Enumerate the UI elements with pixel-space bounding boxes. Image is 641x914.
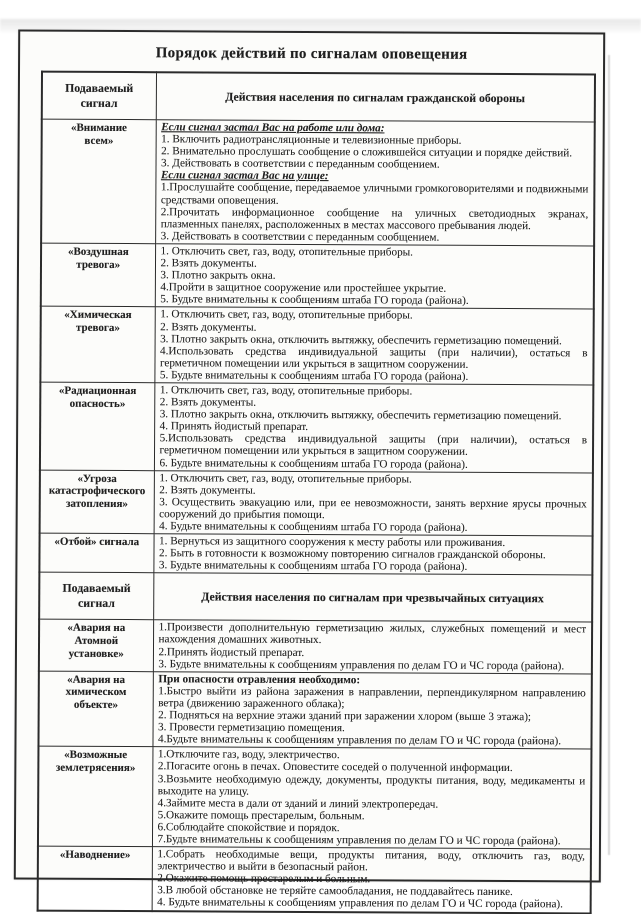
signal-line: Атомной — [74, 634, 119, 648]
action-line: 1. Отключить свет, газ, воду, отопительные приборы. — [159, 384, 413, 398]
action-line: 3. Осуществить эвакуацию или, при ее невозможности, занять верхние ярусы прочных сооружений до прибытия помощи. — [159, 496, 587, 521]
signal-line: «Воздушная — [67, 245, 129, 258]
signal-cell — [38, 746, 153, 846]
action-line: 6. Будьте внимательны к сообщениям штаба ГО города (района). — [159, 456, 468, 471]
action-line: 1. Отключить свет, газ, воду, отопительные приборы. — [160, 308, 413, 322]
signal-cell — [39, 533, 153, 573]
signal-line: «Авария на — [67, 622, 126, 635]
signal-row — [38, 846, 591, 913]
signal-line: «Возможные — [64, 749, 128, 762]
signal-row — [40, 470, 593, 536]
action-line: 4. Принять йодистый препарат. — [159, 420, 309, 434]
action-line: Если сигнал застал Вас на работе или дома: — [161, 121, 385, 135]
action-line: 3. Будьте внимательны к сообщениям управления по делам ГО и ЧС города (района). — [158, 657, 565, 672]
action-line: 1. Включить радиотрансляционные и телевизионные приборы. — [161, 133, 462, 147]
action-line: 3. Действовать в соответствии с переданным сообщением. — [160, 230, 440, 244]
actions-cell — [154, 470, 593, 536]
action-line: 1.Произвести дополнительную герметизацию жилых, служебных помещений и мест нахождения домашних животных. — [158, 621, 587, 647]
action-line: 2. Взять документы. — [159, 483, 256, 497]
signal-row — [41, 119, 595, 246]
actions-cell — [153, 534, 592, 576]
signal-line: «Наводнение» — [59, 848, 131, 862]
action-line: 1.Собрать необходимые вещи, продукты питания, воду, отключить газ, воду, электричество и выйти в безопасный район. — [157, 848, 585, 874]
action-line: 4. Будьте внимательны к сообщениям управления по делам ГО и ЧС города (района). — [157, 896, 563, 911]
signal-cell — [38, 671, 152, 747]
action-line: 4.Использовать средства индивидуальной защиты (при наличии), остаться в герметичном помещении или укрыться в защитном сооружении. — [159, 344, 588, 371]
signal-line: катастрофического — [48, 484, 146, 498]
header-signal-cell: Подаваемый сигнал — [42, 72, 156, 120]
actions-cell — [152, 671, 591, 749]
signal-line: затопления» — [65, 497, 128, 510]
actions-cell — [152, 747, 592, 849]
signal-line: химическом — [65, 686, 127, 699]
action-line: 2. Внимательно прослушать сообщение о сложившейся ситуации и порядке действий. — [161, 145, 573, 160]
page-border — [14, 29, 605, 911]
action-line: 2. Быть в готовности к возможному повторению сигналов гражданской обороны. — [158, 547, 546, 562]
action-line: 3. Действовать в соответствии с переданным сообщением. — [160, 157, 440, 171]
action-line: 1. Отключить свет, газ, воду, отопительные приборы. — [160, 245, 414, 259]
actions-cell — [155, 244, 594, 310]
header-actions-cell: Действия населения по сигналам гражданской обороны — [156, 72, 595, 122]
action-line: При опасности отравления необходимо: — [158, 672, 361, 687]
signal-cell — [40, 470, 154, 534]
action-line: 4.Пройти в защитное сооружение или простейшее укрытие. — [160, 281, 447, 295]
signal-line: объекте» — [73, 698, 119, 712]
action-line: 5. Будьте внимательны к сообщениям штаба ГО города (района). — [159, 369, 469, 383]
action-line: 1. Отключить свет, газ, воду, отопительные приборы. — [159, 471, 412, 486]
scan-artifact-right-line — [608, 55, 610, 855]
signal-line: «Радиационная — [58, 384, 137, 398]
action-line: 5.Использовать средства индивидуальной защиты (при наличии), остаться в герметичном помещении или укрыться в защитном сооружении. — [159, 432, 588, 459]
section-header-row — [42, 72, 595, 122]
actions-cell — [155, 120, 595, 246]
action-line: 1.Быстро выйти из района заражения в направлении, перпендикулярном направлению ветра (движению зараженного облака); — [158, 685, 586, 711]
signal-line: «Отбой» сигнала — [54, 535, 140, 549]
signal-row — [38, 746, 592, 849]
action-line: 4.Займите места в дали от зданий и линий электропередач. — [157, 796, 439, 811]
signal-line: «Химическая — [64, 309, 132, 322]
signal-cell — [40, 382, 154, 470]
action-line: 2.Принять йодистый препарат. — [158, 645, 305, 659]
action-line: 4. Будьте внимательны к сообщениям штаба ГО города (района). — [159, 520, 468, 534]
action-line: 3. Провести герметизацию помещения. — [158, 721, 345, 735]
action-line: 3. Плотно закрыть окна, отключить вытяжку, обеспечить герметизацию помещений. — [159, 408, 562, 423]
action-line: 6.Соблюдайте спокойствие и порядок. — [157, 821, 340, 835]
page-title: Порядок действий по сигналам оповещения — [155, 45, 468, 63]
signal-row — [39, 533, 592, 575]
signal-row — [40, 306, 593, 384]
signal-line: установке» — [68, 647, 124, 660]
action-line: 3.В любой обстановке не теряйте самообладания, не поддавайтесь панике. — [157, 884, 513, 899]
signal-row — [40, 382, 593, 473]
action-line: 2. Взять документы. — [159, 396, 257, 409]
section-header-row — [39, 572, 592, 622]
actions-cell — [152, 847, 591, 913]
signal-line: тревога» — [75, 321, 120, 335]
action-line: 1. Вернуться из защитного сооружения к месту работы или проживания. — [159, 535, 506, 550]
action-line: 2.Прочитать информационное сообщение на уличных светодиодных экранах, плазменных панелях, расположенных в местах массового пребывания людей. — [160, 205, 589, 232]
signal-line: тревога» — [76, 258, 121, 271]
signal-line: «Авария на — [67, 673, 126, 686]
signal-line: всем» — [84, 134, 114, 147]
signals-table — [37, 71, 596, 914]
action-line: 2.Окажите помощь престарелым и больным. — [157, 872, 371, 886]
action-line: 1.Прослушайте сообщение, передаваемое уличными громкоговорителями и подвижными средствами оповещения. — [160, 181, 589, 207]
signal-line: опасность» — [69, 397, 126, 410]
signal-row — [39, 619, 592, 673]
signal-cell — [38, 846, 152, 911]
signal-cell — [40, 306, 154, 382]
action-line: 1.Отключите газ, воду, электричество. — [157, 748, 340, 762]
action-line: 5.Окажите помощь престарелым, больным. — [157, 808, 365, 823]
signal-row — [41, 243, 594, 309]
header-signal-cell: Подаваемый сигнал — [39, 572, 153, 620]
action-line: 2. Взять документы. — [160, 257, 257, 270]
action-line: 3. Плотно закрыть окна. — [160, 269, 276, 282]
action-line: 7.Будьте внимательны к сообщениям управления по делам ГО и ЧС города (района). — [157, 833, 561, 848]
action-line: 5. Будьте внимательны к сообщениям штаба ГО города (района). — [160, 293, 469, 308]
action-line: 2. Взять документы. — [160, 320, 257, 334]
actions-cell — [153, 620, 592, 674]
actions-cell — [154, 307, 593, 385]
signal-line: «Внимание — [70, 121, 127, 135]
signal-row — [38, 671, 591, 749]
action-line: 4.Будьте внимательны к сообщениям управления по делам ГО и ЧС города (района). — [157, 733, 562, 748]
signal-cell — [39, 619, 153, 671]
header-actions-cell: Действия населения по сигналам при чрезвычайных ситуациях — [153, 573, 592, 622]
action-line: 3. Плотно закрыть окна, отключить вытяжку, обеспечить герметизацию помещений. — [160, 332, 562, 347]
action-line: Если сигнал застал Вас на улице: — [160, 169, 329, 183]
signal-line: «Угроза — [77, 472, 117, 485]
action-line: 2.Погасите огонь в печах. Оповестите соседей о полученной информации. — [157, 760, 513, 775]
signal-cell — [41, 119, 156, 244]
actions-cell — [154, 383, 593, 473]
signal-line: землетрясения» — [55, 761, 136, 775]
action-line: 3.Возьмите необходимую одежду, документы, продукты питания, воду, медикаменты и выходите на улицу. — [157, 772, 586, 798]
action-line: 3. Будьте внимательны к сообщениям штаба ГО города (района). — [158, 559, 468, 574]
action-line: 2. Подняться на верхние этажи зданий при заражении хлором (выше 3 этажа); — [158, 709, 532, 724]
signal-cell — [41, 243, 155, 307]
